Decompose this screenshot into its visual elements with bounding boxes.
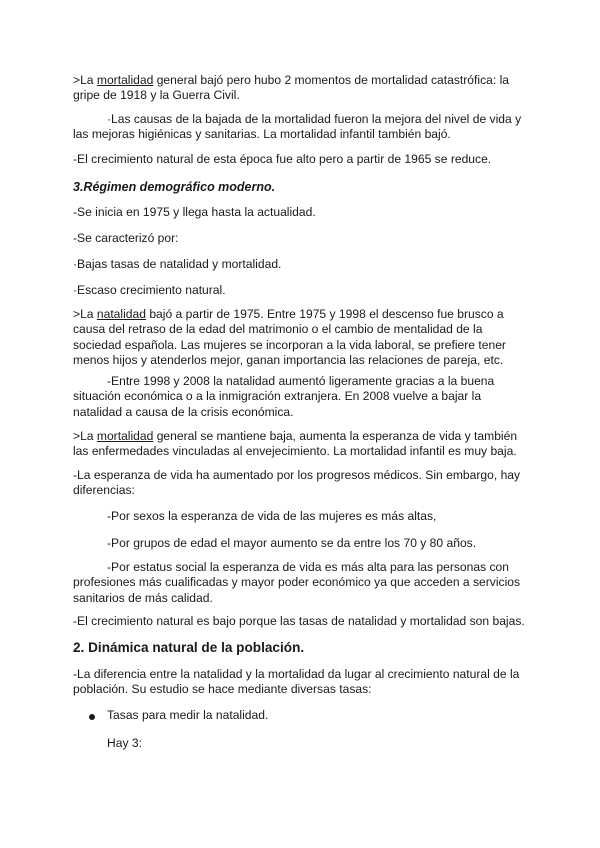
paragraph-se-caracterizo: -Se caracterizó por: (73, 231, 179, 245)
text: general se mantiene baja, aumenta la esperanza de vida y también las enfermedades vinculadas al envejecimiento. La mortalidad infantil es muy baja. (73, 429, 518, 459)
paragraph-escaso-crecimiento: ·Escaso crecimiento natural. (73, 283, 226, 297)
paragraph-bajas-tasas: ·Bajas tasas de natalidad y mortalidad. (73, 257, 282, 271)
paragraph-inicio-1975: -Se inicia en 1975 y llega hasta la actualidad. (73, 205, 316, 219)
bullet-icon (89, 714, 95, 720)
paragraph-1998-2008 (73, 374, 533, 420)
paragraph-hay-3: Hay 3: (107, 736, 142, 750)
paragraph-mortalidad-historica (73, 73, 533, 104)
text: ·Las causas de la bajada de la mortalidad fueron la mejora del nivel de vida y las mejoras higiénicas y sanitarias. La mortalidad infantil también bajó. (73, 112, 522, 142)
paragraph-por-grupos-edad: -Por grupos de edad el mayor aumento se da entre los 70 y 80 años. (107, 536, 477, 550)
paragraph-mortalidad-actual (73, 429, 533, 460)
underlined-term: mortalidad (96, 429, 154, 443)
text: -Por estatus social la esperanza de vida es más alta para las personas con profesiones más cualificadas y mayor poder económico ya que acceden a servicios sanitarios de más calidad. (73, 560, 521, 605)
text: bajó a partir de 1975. Entre 1975 y 1998 el descenso fue brusco a causa del retraso de la edad del matrimonio o el cambio de mentalidad de la sociedad española. Las mujeres se incorporan a la vida laboral, se prefiere tener menos hijos y atenderlos mejor, ganan importancia las relaciones de pareja, etc. (73, 307, 506, 367)
text: general bajó pero hubo 2 momentos de mortalidad catastrófica: la gripe de 1918 y la Guerra Civil. (73, 73, 509, 103)
paragraph-esperanza-vida: -La esperanza de vida ha aumentado por los progresos médicos. Sin embargo, hay diferencias: (73, 468, 521, 498)
text: >La (73, 429, 97, 443)
text: >La (73, 307, 97, 321)
underlined-term: natalidad (96, 307, 146, 321)
paragraph-natalidad (73, 307, 533, 368)
section-heading-regimen-moderno: 3.Régimen demográfico moderno. (73, 180, 276, 194)
paragraph-por-sexos: -Por sexos la esperanza de vida de las mujeres es más altas, (107, 509, 437, 523)
text: >La (73, 73, 97, 87)
paragraph-crecimiento-bajo: -El crecimiento natural es bajo porque las tasas de natalidad y mortalidad son bajas. (73, 614, 525, 628)
underlined-term: mortalidad (96, 73, 154, 87)
paragraph-por-estatus-social (73, 560, 533, 606)
section-heading-dinamica-natural: 2. Dinámica natural de la población. (73, 640, 305, 655)
paragraph-causas-mortalidad (73, 112, 533, 143)
list-item-tasas-natalidad: Tasas para medir la natalidad. (107, 708, 269, 722)
paragraph-crecimiento-natural-alto: -El crecimiento natural de esta época fue alto pero a partir de 1965 se reduce. (73, 152, 492, 166)
paragraph-diferencia-natalidad-mortalidad: -La diferencia entre la natalidad y la mortalidad da lugar al crecimiento natural de la población. Su estudio se hace mediante diversas tasas: (73, 667, 520, 697)
text: -Entre 1998 y 2008 la natalidad aumentó ligeramente gracias a la buena situación económica o a la inmigración extranjera. En 2008 vuelve a bajar la natalidad a causa de la crisis económica. (73, 374, 495, 419)
